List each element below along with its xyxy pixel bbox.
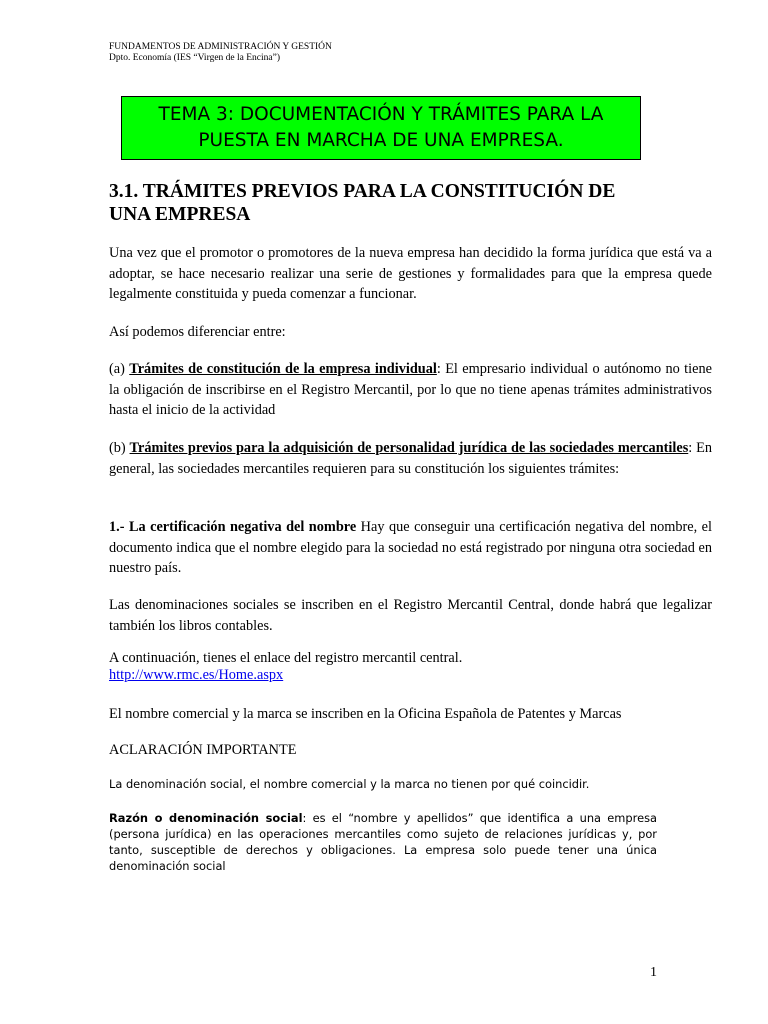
certification-paragraph — [109, 517, 712, 579]
link-paragraph — [109, 650, 712, 684]
item-b-title: Trámites previos para la adquisición de personalidad jurídica de las sociedades mercantiles — [129, 440, 689, 456]
item-b-prefix: (b) — [109, 440, 130, 456]
item-a-text: : El empresario individual o autónomo no tiene la obligación de inscribirse en el Registro Mercantil, por lo que no tiene apenas trámites administrativos hasta el inicio de la actividad — [109, 361, 712, 418]
topic-title-line1: TEMA 3: DOCUMENTACIÓN Y TRÁMITES PARA LA — [158, 104, 604, 125]
header-course: FUNDAMENTOS DE ADMINISTRACIÓN Y GESTIÓN — [109, 42, 332, 52]
section-heading-line2: UNA EMPRESA — [109, 204, 251, 225]
section-heading — [109, 180, 709, 226]
section-heading-line1: 3.1. TRÁMITES PREVIOS PARA LA CONSTITUCIÓN DE — [109, 181, 616, 202]
topic-title-line2: PUESTA EN MARCHA DE UNA EMPRESA. — [198, 130, 564, 151]
item-b-paragraph — [109, 438, 712, 479]
item-b-text: : En general, las sociedades mercantiles requieren para su constitución los siguientes trámites: — [109, 440, 712, 477]
header-department: Dpto. Economía (IES “Virgen de la Encina”) — [109, 53, 280, 63]
certification-title: 1.- La certificación negativa del nombre — [109, 519, 357, 535]
oficina-paragraph: El nombre comercial y la marca se inscriben en la Oficina Española de Patentes y Marcas — [109, 706, 622, 722]
item-a-paragraph — [109, 359, 712, 421]
coincidir-paragraph: La denominación social, el nombre comercial y la marca no tienen por qué coincidir. — [109, 777, 590, 791]
item-a-title: Trámites de constitución de la empresa individual — [129, 361, 437, 377]
denominaciones-paragraph: Las denominaciones sociales se inscriben en el Registro Mercantil Central, donde habrá que legalizar también los libros contables. — [109, 597, 712, 634]
razon-social-text: : es el “nombre y apellidos” que identifica a una empresa (persona jurídica) en las operaciones mercantiles como sujeto de relaciones jurídicas y, por tanto, susceptible de derechos y obligaciones. La empresa solo puede tener una única denominación social — [109, 811, 657, 873]
document-header — [109, 42, 332, 64]
registro-mercantil-link[interactable]: http://www.rmc.es/Home.aspx — [109, 667, 284, 683]
item-a-prefix: (a) — [109, 361, 130, 377]
aclaracion-heading: ACLARACIÓN IMPORTANTE — [109, 742, 297, 758]
razon-social-title: Razón o denominación social — [109, 811, 303, 825]
razon-social-paragraph — [109, 810, 657, 874]
certification-text: Hay que conseguir una certificación negativa del nombre, el documento indica que el nombre elegido para la sociedad no está registrado por ninguna otra sociedad en nuestro país. — [109, 519, 713, 576]
continuation-text: A continuación, tienes el enlace del registro mercantil central. — [109, 650, 463, 666]
distinguish-paragraph: Así podemos diferenciar entre: — [109, 324, 286, 340]
intro-paragraph: Una vez que el promotor o promotores de la nueva empresa han decidido la forma jurídica que está va a adoptar, se hace necesario realizar una serie de gestiones y formalidades para que la empresa quede legalmente constituida y pueda comenzar a funcionar. — [109, 245, 712, 302]
topic-title-box — [121, 96, 641, 160]
page-number: 1 — [650, 965, 657, 980]
